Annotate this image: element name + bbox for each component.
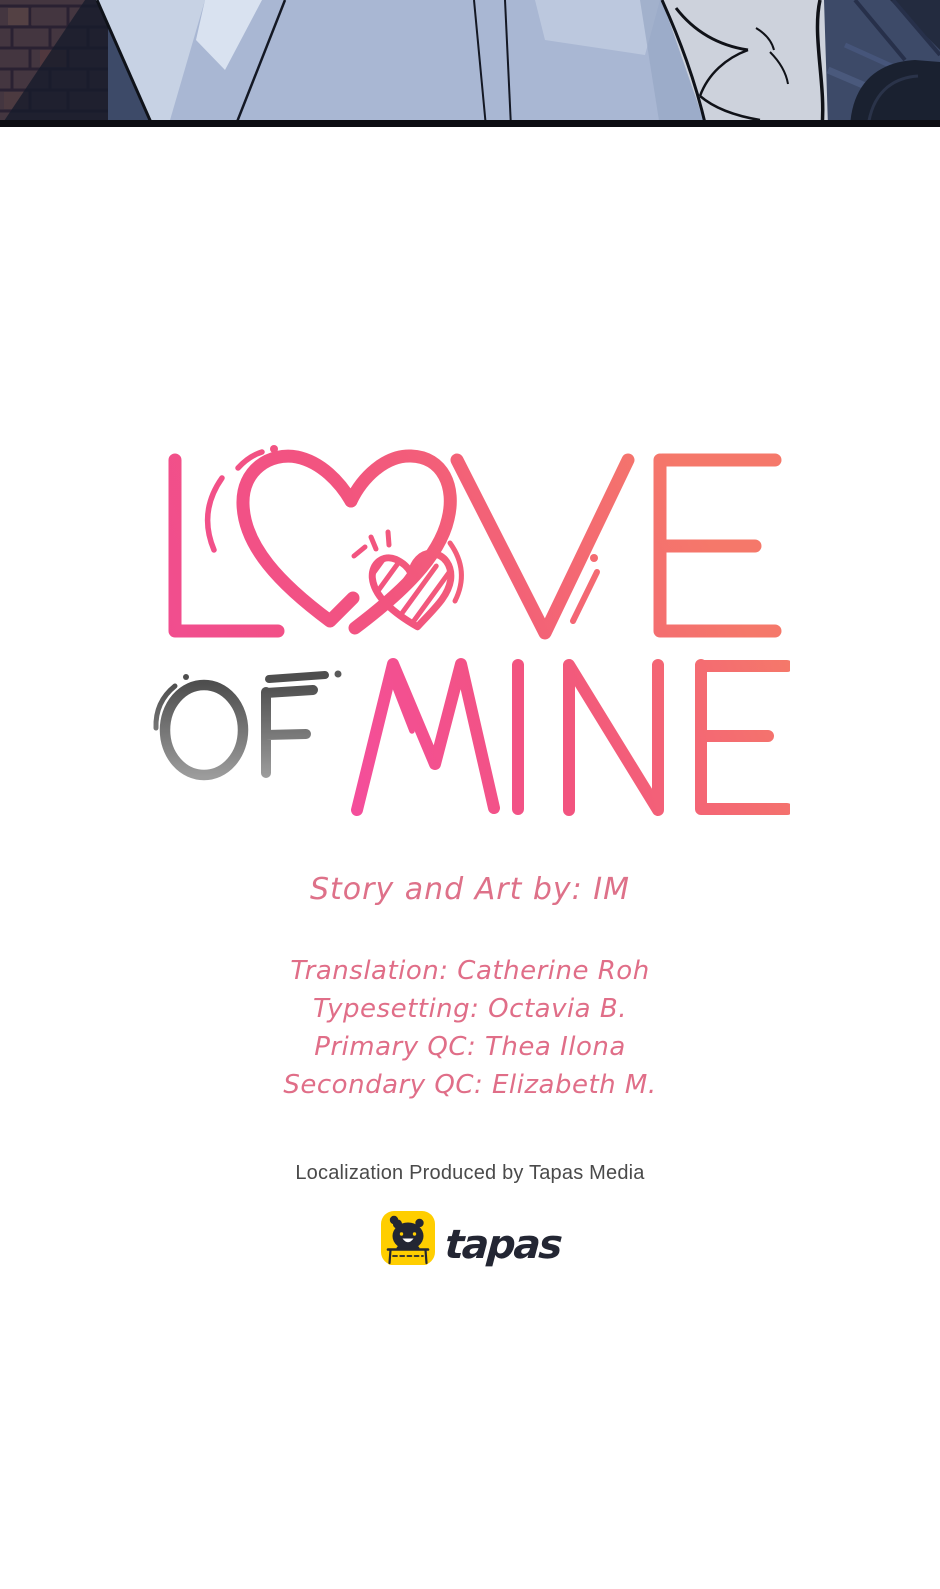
sparkle-icon <box>354 532 389 556</box>
letter-O <box>165 685 243 775</box>
letter-E-mine <box>701 665 787 809</box>
credit-line-translation: Translation: Catherine Roh <box>290 956 650 986</box>
letter-E-love <box>660 460 775 631</box>
comic-art <box>0 0 940 127</box>
bear-right-eye <box>413 1232 416 1235</box>
shirt <box>96 0 712 127</box>
accent-dot <box>183 674 189 680</box>
accent-dot <box>590 554 598 562</box>
word-love <box>175 445 775 634</box>
comic-art-strip <box>0 0 940 127</box>
letter-V <box>457 460 628 633</box>
letter-M <box>357 664 494 810</box>
panel-border <box>0 120 940 127</box>
brick-wall <box>0 0 108 127</box>
byline: Story and Art by: IM <box>309 872 631 907</box>
accent-arc <box>208 478 222 550</box>
heart-outline-icon <box>243 456 450 628</box>
credit-line-primary-qc: Primary QC: Thea Ilona <box>314 1032 626 1062</box>
pocket-ledge <box>387 1249 429 1265</box>
tapas-logo-icon <box>380 1210 436 1266</box>
tapas-brand <box>0 1208 940 1266</box>
accent-dot <box>335 671 342 678</box>
title-logo <box>150 440 790 820</box>
word-of <box>156 671 342 776</box>
word-mine <box>357 664 787 810</box>
credit-line-secondary-qc: Secondary QC: Elizabeth M. <box>283 1070 657 1100</box>
bear-head <box>392 1223 423 1250</box>
accent-dot <box>270 445 278 453</box>
letter-F <box>266 690 313 773</box>
tapas-wordmark: tapas <box>443 1222 562 1268</box>
credits-block <box>0 952 940 1104</box>
localization-note: Localization Produced by Tapas Media <box>295 1162 645 1184</box>
letter-N <box>569 665 658 810</box>
credit-line-typesetting: Typesetting: Octavia B. <box>313 994 627 1024</box>
bear-left-eye <box>400 1232 403 1235</box>
accent-dash <box>269 675 325 679</box>
